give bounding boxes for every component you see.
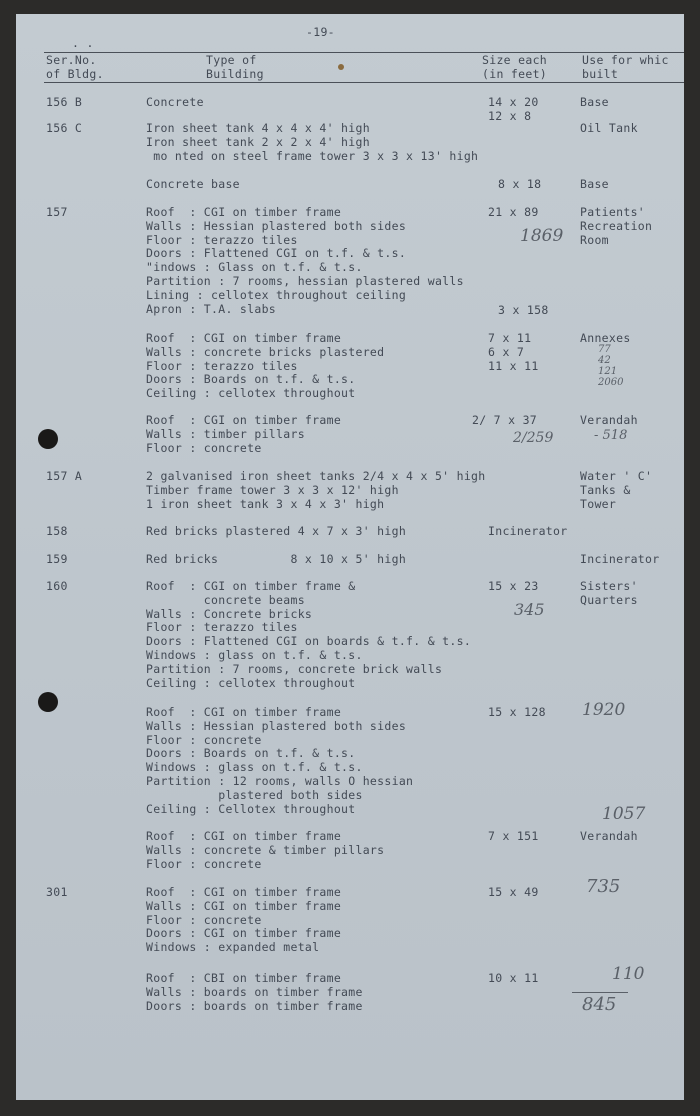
- row-type: Roof : CGI on timber frame Walls : CGI on timber frame Floor : concrete Doors : CGI on timber frame Windows : expanded metal: [146, 885, 342, 955]
- row-type: Red bricks plastered 4 x 7 x 3' high: [146, 524, 407, 538]
- handwritten-annex-sums: 77 42 121 2060: [598, 344, 624, 388]
- row-type: 2 galvanised iron sheet tanks 2/4 x 4 x 5' high Timber frame tower 3 x 3 x 12' high 1 iron sheet tank 3 x 4 x 3' high: [146, 469, 486, 511]
- header-ser-no: Ser.No. of Bldg.: [46, 53, 104, 81]
- row-ser: 158: [46, 524, 68, 538]
- header-size: Size each (in feet): [482, 53, 548, 81]
- row-type: Roof : CBI on timber frame Walls : boards on timber frame Doors : boards on timber frame: [146, 971, 363, 1013]
- row-type: Roof : CGI on timber frame Walls : concrete & timber pillars Floor : concrete: [146, 829, 385, 871]
- row-use: Patients' Recreation Room: [580, 205, 653, 247]
- paper-stain: [338, 64, 344, 70]
- handwritten-verandah-result: - 518: [594, 428, 628, 443]
- row-size: 10 x 11: [488, 971, 539, 985]
- header-rule-bottom: [44, 82, 684, 83]
- row-size: 2/ 7 x 37: [472, 413, 538, 427]
- row-use: Base: [580, 95, 609, 109]
- row-type: Concrete: [146, 95, 204, 109]
- header-type: Type of Building: [206, 53, 264, 81]
- row-use: Water ' C' Tanks & Tower: [580, 469, 653, 511]
- row-ser: 156 C: [46, 121, 83, 135]
- handwritten-1057: 1057: [602, 804, 646, 824]
- handwritten-845: 845: [582, 994, 617, 1015]
- punch-hole-top: [38, 429, 58, 449]
- page-number: -19-: [306, 25, 335, 39]
- row-use: Oil Tank: [580, 121, 638, 135]
- row-type: Roof : CGI on timber frame & concrete beams Walls : Concrete bricks Floor : terazzo tiles Doors : Flattened CGI on boards & t.f. & t.s. Windows : glass on t.f. & t.s. Partition : 7 rooms, concrete brick walls Ceiling : cellotex throughout: [146, 579, 472, 690]
- row-type: Concrete base: [146, 177, 240, 191]
- row-type: Iron sheet tank 4 x 4 x 4' high Iron sheet tank 2 x 2 x 4' high mo nted on steel frame tower 3 x 3 x 13' high: [146, 121, 479, 163]
- row-size: 8 x 18: [498, 177, 542, 191]
- row-use: Incinerator: [580, 552, 660, 566]
- handwritten-sum-line: [572, 992, 628, 993]
- row-size: Incinerator: [488, 524, 568, 538]
- handwritten-1920: 1920: [582, 700, 626, 720]
- punch-hole-bottom: [38, 692, 58, 712]
- handwritten-345: 345: [514, 600, 545, 619]
- row-use: Annexes: [580, 331, 631, 345]
- row-ser: 157: [46, 205, 68, 219]
- row-use: Sisters' Quarters: [580, 579, 638, 607]
- row-ser: 156 B: [46, 95, 83, 109]
- row-type: Roof : CGI on timber frame Walls : Hessian plastered both sides Floor : concrete Doors : Boards on t.f. & t.s. Windows : glass on t.f. & t.s. Partition : 12 rooms, walls O hessian plastered both sides Ceiling : Cellotex throughout: [146, 705, 414, 816]
- header-use: Use for whic built: [582, 53, 669, 81]
- top-left-marks: . .: [72, 36, 94, 50]
- row-type: Roof : CGI on timber frame Walls : concrete bricks plastered Floor : terazzo tiles Doors : Boards on t.f. & t.s. Ceiling : cellotex throughout: [146, 331, 385, 401]
- handwritten-735: 735: [586, 876, 621, 897]
- row-size: 21 x 89: [488, 205, 539, 219]
- row-size: 15 x 49: [488, 885, 539, 899]
- row-use: Base: [580, 177, 609, 191]
- document-page: [16, 14, 684, 1100]
- row-ser: 159: [46, 552, 68, 566]
- row-use: Verandah: [580, 413, 638, 427]
- row-size: 7 x 11 6 x 7 11 x 11: [488, 331, 539, 373]
- handwritten-1869: 1869: [520, 226, 564, 246]
- row-size: 7 x 151: [488, 829, 539, 843]
- handwritten-verandah-calc: 2/259: [513, 430, 554, 446]
- row-size-secondary: 3 x 158: [498, 303, 549, 317]
- row-ser: 301: [46, 885, 68, 899]
- row-ser: 160: [46, 579, 68, 593]
- row-type: Roof : CGI on timber frame Walls : Hessian plastered both sides Floor : terazzo tiles Doors : Flattened CGI on t.f. & t.s. "indows : Glass on t.f. & t.s. Partition : 7 rooms, hessian plastered walls Lining : cellotex throughout ceiling Apron : T.A. slabs: [146, 205, 464, 316]
- row-size: 14 x 20 12 x 8: [488, 95, 539, 123]
- row-size: 15 x 128: [488, 705, 546, 719]
- row-use: Verandah: [580, 829, 638, 843]
- row-type: Red bricks 8 x 10 x 5' high: [146, 552, 407, 566]
- handwritten-110: 110: [612, 964, 645, 984]
- row-ser: 157 A: [46, 469, 83, 483]
- row-size: 15 x 23: [488, 579, 539, 593]
- row-type: Roof : CGI on timber frame Walls : timber pillars Floor : concrete: [146, 413, 342, 455]
